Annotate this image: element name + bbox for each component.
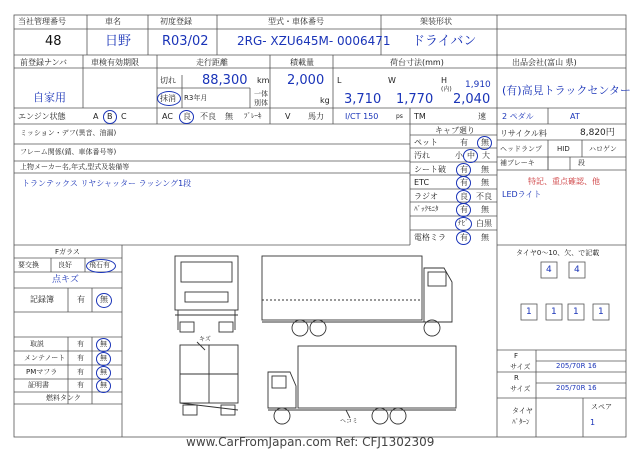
cab-pet-yes: 有 (460, 138, 468, 147)
tire-rear-1: 1 (526, 307, 532, 317)
pm-yes: 有 (77, 368, 84, 376)
manual-yes: 有 (77, 340, 84, 348)
maint-no: 無 (100, 354, 107, 362)
engine-grade-circle (103, 110, 117, 124)
recycle-fee: 8,820円 (580, 128, 615, 138)
manual-circle (96, 338, 111, 352)
cab-mirror-label: 電格ミラ (414, 233, 446, 242)
glass-label: Fガラス (55, 248, 80, 256)
cab-title: キャブ廻り (435, 126, 475, 135)
ict-value: I/CT 150 (345, 112, 379, 121)
H-inner-label: (内) (441, 86, 452, 93)
cab-seat-yes: 有 (460, 165, 468, 174)
transmission: AT (570, 112, 580, 121)
cab-dirt-small: 小 (455, 151, 463, 160)
ac-label: AC (162, 112, 173, 121)
tire-label: タイヤ (512, 407, 533, 415)
cab-etc-circle (456, 176, 471, 190)
cab-mirror-circle (456, 231, 471, 245)
cab-etc-yes: 有 (460, 178, 468, 187)
glass-chip-circle (86, 259, 116, 273)
prev-plate-label: 前登録ナンバ (20, 58, 68, 67)
equipment: トランテックス リヤシャッター ラッシング1段 (22, 179, 192, 188)
engine-grade-b: B (107, 112, 113, 121)
spare-count: 1 (590, 418, 596, 427)
maint-label: メンテノート (24, 354, 66, 362)
masshou-date: R3年月 (184, 94, 208, 102)
cab-pet-label: ペット (414, 138, 438, 147)
cert-yes: 有 (77, 381, 84, 389)
pattern-label: ﾊﾟﾀｰﾝ (512, 418, 530, 426)
tm-speed: 速 (478, 112, 486, 121)
kg-unit: kg (320, 96, 330, 105)
inspect-label: 車検有効期限 (91, 58, 139, 67)
glass-note: 点キズ (52, 275, 79, 285)
body-type: ドライバン (412, 34, 477, 49)
watermark: www.CarFromJapan.com Ref: CFJ1302309 (186, 435, 435, 449)
cab-dirt-label: 汚れ (414, 151, 430, 160)
tire-front-left: 4 (546, 265, 552, 275)
cert-no: 無 (100, 381, 107, 389)
load-capacity: 2,000 (287, 73, 325, 88)
truck-front-view (175, 256, 238, 332)
tm-label: TM (414, 112, 426, 121)
masshou-label: 抹消 (160, 94, 176, 103)
seller-name: (有)高見トラックセンター (502, 84, 631, 97)
tire-rear-2: 1 (551, 307, 557, 317)
km-unit: km (257, 76, 270, 85)
mission-label: ミッション・デフ(異音、油漏) (20, 129, 117, 137)
cab-monitor-no: 無 (481, 205, 489, 214)
dim-width: 1,770 (396, 92, 434, 107)
ac-none: 無 (225, 112, 233, 121)
cab-radio-good: 良 (460, 192, 468, 201)
cab-navi-circle (455, 217, 472, 231)
recycle-label: リサイクル料 (500, 129, 547, 138)
notes-label: 特記、重点確認、他 (528, 177, 600, 186)
prev-plate: 自家用 (33, 91, 66, 104)
record-circle (96, 293, 112, 308)
truck-side-view (262, 256, 452, 336)
hid-label: HID (557, 145, 570, 153)
ittai-label: 一体 (254, 90, 268, 98)
dim-height-outer: 1,910 (465, 80, 491, 90)
fuel-label: 燃料タンク (46, 394, 81, 402)
mgmt-no-label: 当社管理番号 (18, 17, 66, 26)
first-reg-label: 初度登録 (160, 17, 192, 26)
aux-brake-label: 補ブレーキ (500, 159, 535, 167)
mileage-label: 走行距離 (196, 58, 228, 67)
r-label: R (514, 374, 519, 382)
cert-circle (96, 379, 111, 393)
headlight-label: ヘッドランプ (500, 145, 542, 153)
notes-text: LEDライト (502, 190, 542, 199)
dim-height: 2,040 (453, 92, 491, 107)
mgmt-no: 48 (45, 34, 62, 49)
tire-rear-4: 1 (598, 307, 604, 317)
engine-grade-c: C (121, 112, 127, 121)
glass-good: 良好 (58, 261, 72, 269)
cab-etc-no: 無 (481, 178, 489, 187)
record-no: 無 (100, 295, 108, 304)
maker: 日野 (105, 34, 132, 49)
frame-label: フレーム関係(錆、車体番号等) (20, 148, 117, 156)
body-label: 架装形状 (420, 17, 452, 26)
cab-seat-label: シート破 (414, 165, 446, 174)
betsutai-label: 別体 (254, 99, 268, 107)
pm-label: PMマフラ (26, 368, 58, 376)
cab-dirt-mid: 中 (467, 151, 475, 160)
f-size-label: サイズ (510, 363, 531, 371)
tire-title: タイヤ0～10、欠、で記載 (516, 249, 600, 257)
cab-dirt-circle (463, 149, 478, 163)
ac-circle (179, 110, 194, 124)
engine-grade-a: A (93, 112, 99, 121)
cab-mirror-yes: 有 (460, 233, 468, 242)
truck-side-view-2 (268, 346, 456, 424)
L-label: L (337, 76, 342, 85)
pm-no: 無 (100, 368, 107, 376)
engine-label: エンジン状態 (18, 112, 66, 121)
first-reg: R03/02 (162, 34, 209, 49)
ac-bad: 不良 (200, 112, 216, 121)
maker-label: 車名 (105, 17, 121, 26)
dim-length: 3,710 (344, 92, 382, 107)
cab-monitor-yes: 有 (460, 205, 468, 214)
load-label: 積載量 (290, 58, 314, 67)
seller-label: 出品会社(富山 県) (512, 58, 577, 67)
cab-dirt-large: 大 (482, 151, 490, 160)
mileage: 88,300 (202, 73, 248, 88)
ac-good: 良 (183, 112, 191, 121)
W-label: W (388, 76, 396, 85)
manual-label: 取説 (30, 340, 44, 348)
record-label: 記録簿 (30, 295, 54, 304)
upper-label: 上物メーカー名,年式,型式及装備等 (20, 163, 130, 171)
power-label: 馬力 (308, 112, 324, 121)
cab-radio-circle (456, 190, 471, 204)
masshou-circle (157, 91, 181, 106)
r-size-label: サイズ (510, 385, 531, 393)
diagram-mark-scratch: キズ (199, 336, 211, 343)
maint-yes: 有 (77, 354, 84, 362)
f-tire-size: 205/70R 16 (556, 362, 597, 370)
cab-radio-bad: 不良 (476, 192, 492, 201)
glass-chip: 飛石有 (89, 261, 110, 269)
dims-label: 荷台寸法(mm) (390, 58, 444, 67)
cab-seat-no: 無 (481, 165, 489, 174)
r-tire-size: 205/70R 16 (556, 384, 597, 392)
cab-seat-circle (456, 163, 471, 177)
maint-circle (96, 352, 111, 366)
cab-monitor-circle (456, 203, 471, 217)
halogen-label: ハロゲン (589, 145, 617, 153)
cab-pet-circle (477, 136, 492, 150)
cab-etc-label: ETC (414, 178, 430, 187)
aux-brake-value: 段 (578, 159, 585, 167)
brake-label: ﾌﾞﾚｰｷ (244, 112, 262, 120)
cab-pet-no: 無 (481, 138, 489, 147)
cab-radio-label: ラジオ (414, 192, 438, 201)
record-yes: 有 (77, 295, 85, 304)
glass-replace: 要交換 (18, 261, 39, 269)
model-serial: 2RG- XZU645M- 0006471 (237, 34, 391, 48)
cab-mirror-no: 無 (481, 233, 489, 242)
pm-circle (96, 366, 111, 380)
spare-label: スペア (591, 403, 612, 411)
model-label: 型式・車体番号 (268, 17, 324, 26)
truck-rear-view (180, 345, 238, 415)
tire-front-right: 4 (574, 265, 580, 275)
manual-no: 無 (100, 340, 107, 348)
cab-monitor-label: ﾊﾞｯｸﾓﾆﾀ (414, 205, 439, 213)
cab-navi-bw: 白黒 (476, 219, 492, 228)
cert-label: 証明書 (28, 381, 49, 389)
cab-navi: ﾅﾋﾞ (458, 219, 469, 227)
H-label: H (441, 76, 448, 85)
expired-label: 切れ (160, 76, 176, 85)
diagram-mark-dent: ヘコミ (340, 418, 359, 425)
tire-rear-3: 1 (573, 307, 579, 317)
ps-unit: ps (396, 113, 403, 120)
brake-value: V (285, 112, 291, 121)
pedal: 2 ペダル (502, 112, 534, 121)
f-label: F (514, 352, 519, 360)
